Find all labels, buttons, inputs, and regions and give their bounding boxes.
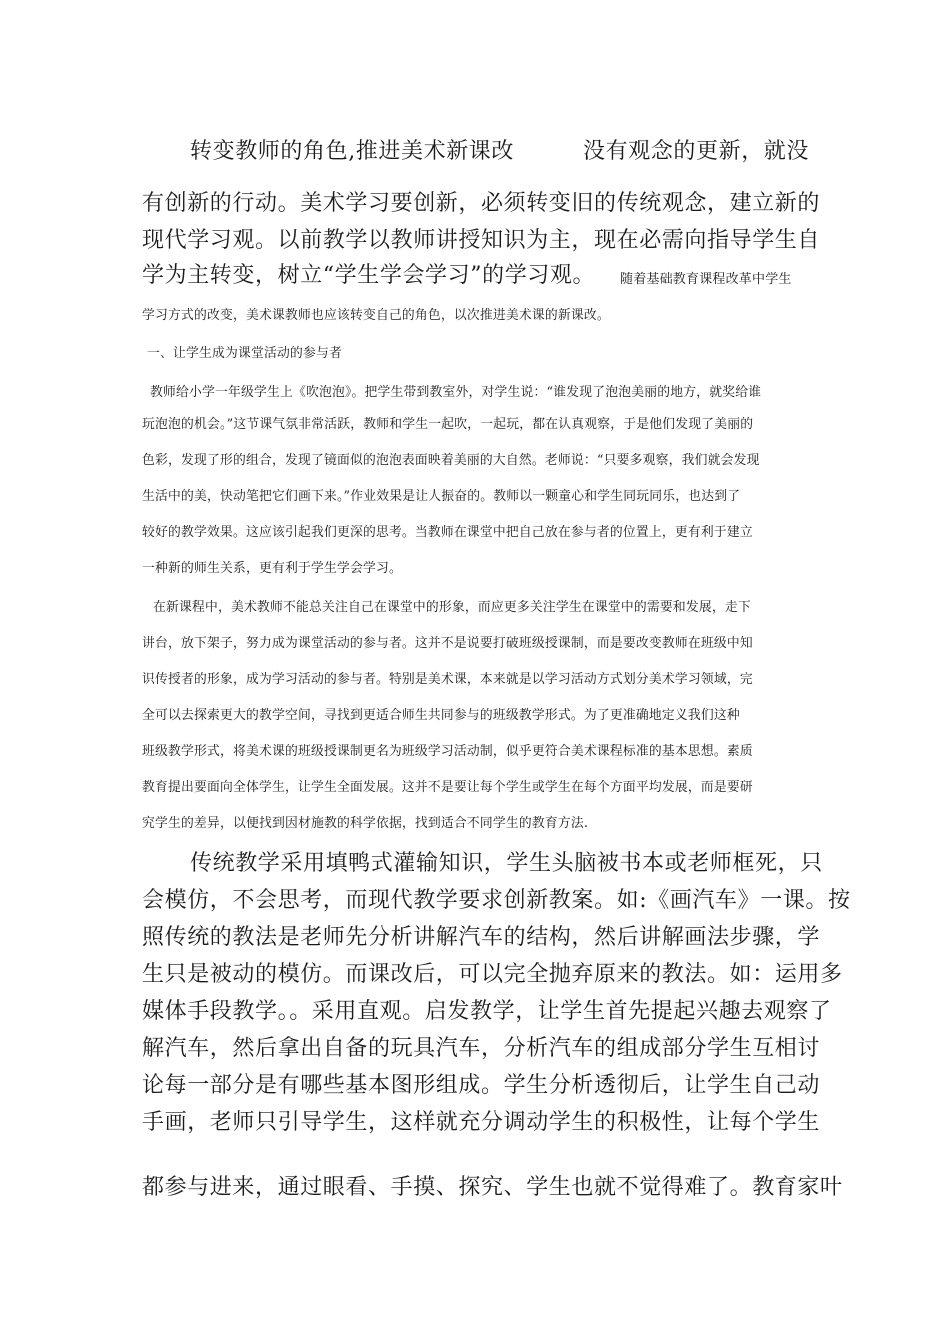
paragraph-line: 照传统的教法是老师先分析讲解汽车的结构，然后讲解画法步骤，学 bbox=[142, 925, 821, 950]
paragraph-line: 全可以去探索更大的教学空间，寻找到更适合师生共同参与的班级教学形式。为了更准确地定义我们这种 bbox=[142, 708, 740, 723]
intro-small: 学习方式的改变，美术课教师也应该转变自己的角色，以次推进美术课的新课改。 bbox=[142, 308, 610, 323]
section-title: 一、让学生成为课堂活动的参与者 bbox=[147, 346, 342, 361]
paragraph-line: 会模仿，不会思考，而现代教学要求创新教案。如:《画汽车》一课。按 bbox=[142, 888, 851, 913]
paragraph-line: 究学生的差异，以便找到因材施教的科学依据，找到适合不同学生的教育方法. bbox=[142, 816, 589, 831]
intro-line: 有创新的行动。美术学习要创新，必须转变旧的传统观念，建立新的 bbox=[142, 191, 821, 216]
paragraph-line: 班级教学形式，将美术课的班级授课制更名为班级学习活动制，似乎更符合美术课程标准的基本思想。素质 bbox=[142, 744, 753, 759]
paragraph-line: 论每一部分是有哪些基本图形组成。学生分析透彻后，让学生自己动 bbox=[142, 1073, 821, 1098]
paragraph-line: 一种新的师生关系，更有利于学生学会学习。 bbox=[142, 561, 402, 576]
paragraph-line: 较好的教学效果。这应该引起我们更深的思考。当教师在课堂中把自己放在参与者的位置上，更有利于建立 bbox=[142, 525, 753, 540]
paragraph-line: 媒体手段教学。。采用直观。启发教学，让学生首先提起兴趣去观察了 bbox=[142, 999, 832, 1024]
intro-tail: 随着基础教育课程改革中学生 bbox=[620, 272, 792, 287]
paragraph-line: 讲台，放下架子，努力成为课堂活动的参与者。这并不是说要打破班级授课制，而是要改变教师在班级中知 bbox=[142, 636, 753, 651]
paragraph-line: 教育提出要面向全体学生，让学生全面发展。这并不是要让每个学生或学生在每个方面平均发展，而是要研 bbox=[142, 780, 753, 795]
paragraph-line: 在新课程中，美术教师不能总关注自己在课堂中的形象，而应更多关注学生在课堂中的需要和发展，走下 bbox=[153, 600, 751, 615]
intro-line: 学为主转变，树立“学生学会学习”的学习观。 bbox=[142, 263, 596, 288]
paragraph-line: 都参与进来，通过眼看、手摸、探究、学生也就不觉得难了。教育家叶 bbox=[142, 1175, 843, 1200]
paragraph-line: 色彩，发现了形的组合，发现了镜面似的泡泡表面映着美丽的大自然。老师说：“只要多观察，我们就会发现 bbox=[142, 453, 760, 468]
paragraph-line: 玩泡泡的机会。”这节课气氛非常活跃，教师和学生一起吹，一起玩，都在认真观察，于是他们发现了美丽的 bbox=[142, 417, 754, 432]
paragraph-line: 识传授者的形象，成为学习活动的参与者。特别是美术课，本来就是以学习活动方式划分美术学习领域，完 bbox=[142, 672, 753, 687]
intro-line: 现代学习观。以前教学以教师讲授知识为主，现在必需向指导学生自 bbox=[142, 228, 821, 253]
heading-continuation: 没有观念的更新，就没 bbox=[583, 139, 810, 164]
paragraph-line: 生只是被动的模仿。而课改后，可以完全抛弃原来的教法。如：运用多 bbox=[142, 962, 843, 987]
paragraph-line: 传统教学采用填鸭式灌输知识，学生头脑被书本或老师框死，只 bbox=[190, 851, 823, 876]
document-heading: 转变教师的角色,推进美术新课改 bbox=[190, 139, 514, 164]
paragraph-line: 解汽车，然后拿出自备的玩具汽车，分析汽车的组成部分学生互相讨 bbox=[142, 1036, 821, 1061]
paragraph-line: 手画，老师只引导学生，这样就充分调动学生的积极性，让每个学生 bbox=[142, 1110, 821, 1135]
paragraph-line: 教师给小学一年级学生上《吹泡泡》。把学生带到教室外，对学生说：“谁发现了泡泡美丽的地方，就奖给谁 bbox=[150, 385, 762, 400]
paragraph-line: 生活中的美，快动笔把它们画下来。”作业效果是让人振奋的。教师以一颗童心和学生同玩同乐，也达到了 bbox=[142, 489, 741, 504]
